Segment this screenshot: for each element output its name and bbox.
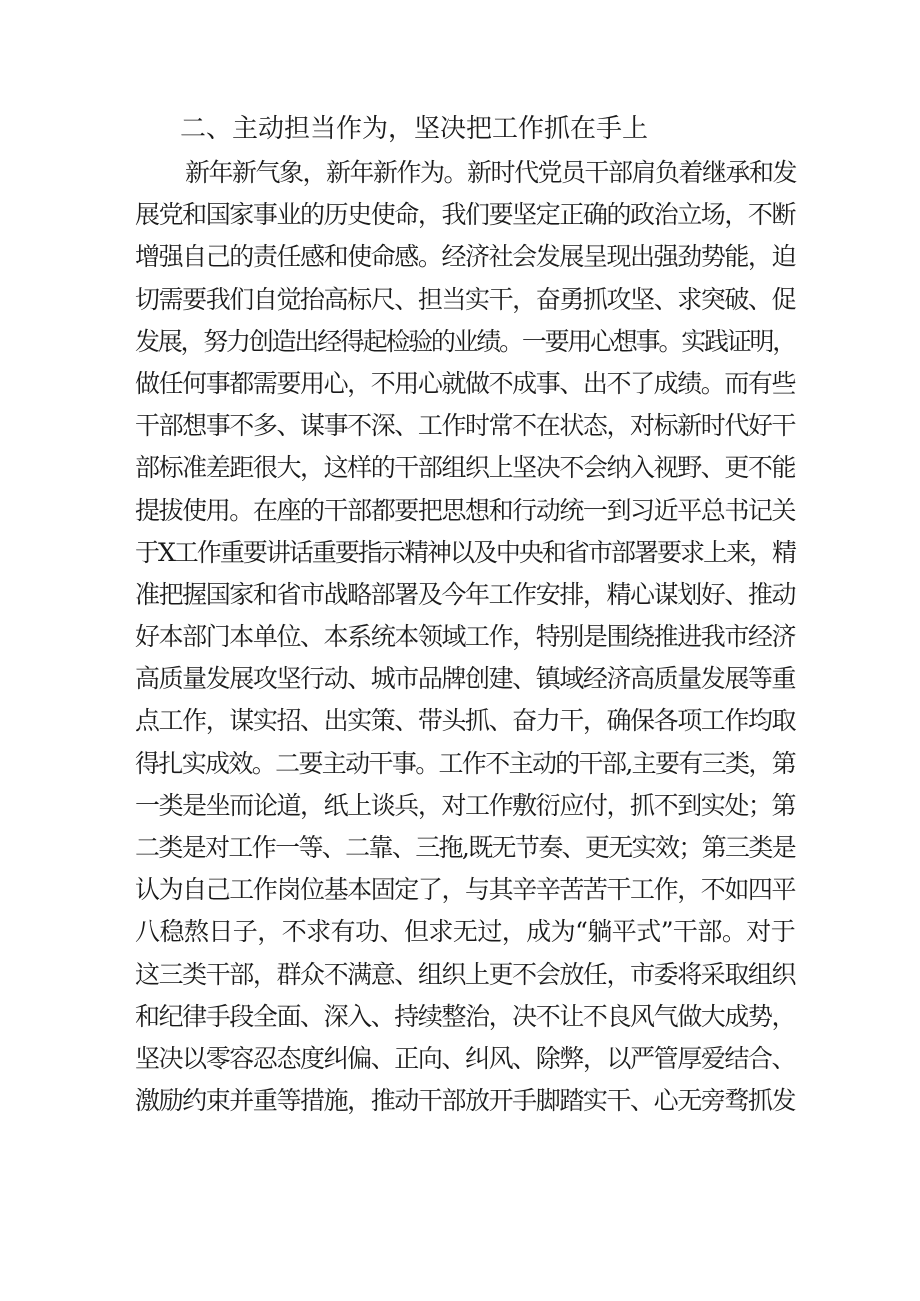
paragraph-line: 八稳熬日子，不求有功、但求无过，成为“躺平式”干部。对于 <box>135 917 795 947</box>
paragraph-line: 点工作，谋实招、出实策、带头抓、奋力干，确保各项工作均取 <box>135 706 795 736</box>
paragraph-line: 新年新气象，新年新作为。新时代党员干部肩负着继承和发 <box>185 158 797 187</box>
paragraph-line: 认为自己工作岗位基本固定了，与其辛辛苦苦干工作，不如四平 <box>135 875 795 905</box>
paragraph-line: 这三类干部，群众不满意、组织上更不会放任，市委将采取组织 <box>135 959 795 989</box>
paragraph-line: 好本部门本单位、本系统本领域工作，特别是围绕推进我市经济 <box>135 622 795 652</box>
paragraph-line: 和纪律手段全面、深入、持续整治，决不让不良风气做大成势， <box>135 1001 795 1031</box>
paragraph-line: 二类是对工作一等、二靠、三拖,既无节奏、更无实效；第三类是 <box>135 833 795 862</box>
paragraph-line: 准把握国家和省市战略部署及今年工作安排，精心谋划好、推动 <box>135 579 795 609</box>
paragraph-line: 提拔使用。在座的干部都要把思想和行动统一到习近平总书记关 <box>135 495 795 525</box>
paragraph-line: 展党和国家事业的历史使命，我们要坚定正确的政治立场，不断 <box>135 200 795 230</box>
paragraph-line: 部标准差距很大，这样的干部组织上坚决不会纳入视野、更不能 <box>135 453 795 483</box>
body-paragraph <box>135 152 795 1122</box>
paragraph-line: 做任何事都需要用心，不用心就做不成事、出不了成绩。而有些 <box>135 368 795 398</box>
section-heading: 二、主动担当作为，坚决把工作抓在手上 <box>180 114 649 144</box>
paragraph-line: 增强自己的责任感和使命感。经济社会发展呈现出强劲势能，迫 <box>135 242 795 272</box>
paragraph-line: 切需要我们自觉抬高标尺、担当实干，奋勇抓攻坚、求突破、促 <box>135 284 795 314</box>
paragraph-line: 坚决以零容忍态度纠偏、正向、纠风、除弊，以严管厚爱结合、 <box>135 1043 795 1073</box>
paragraph-line: 激励约束并重等措施，推动干部放开手脚踏实干、心无旁骛抓发 <box>135 1086 795 1116</box>
paragraph-line: 高质量发展攻坚行动、城市品牌创建、镇域经济高质量发展等重 <box>135 664 795 694</box>
paragraph-line: 一类是坐而论道，纸上谈兵，对工作敷衍应付，抓不到实处；第 <box>135 790 795 820</box>
paragraph-line: 干部想事不多、谋事不深、工作时常不在状态，对标新时代好干 <box>135 411 795 441</box>
paragraph-line: 于X工作重要讲话重要指示精神以及中央和省市部署要求上来，精 <box>135 537 795 567</box>
paragraph-line: 发展，努力创造出经得起检验的业绩。一要用心想事。实践证明， <box>135 326 795 356</box>
paragraph-line: 得扎实成效。二要主动干事。工作不主动的干部,主要有三类，第 <box>135 748 795 778</box>
